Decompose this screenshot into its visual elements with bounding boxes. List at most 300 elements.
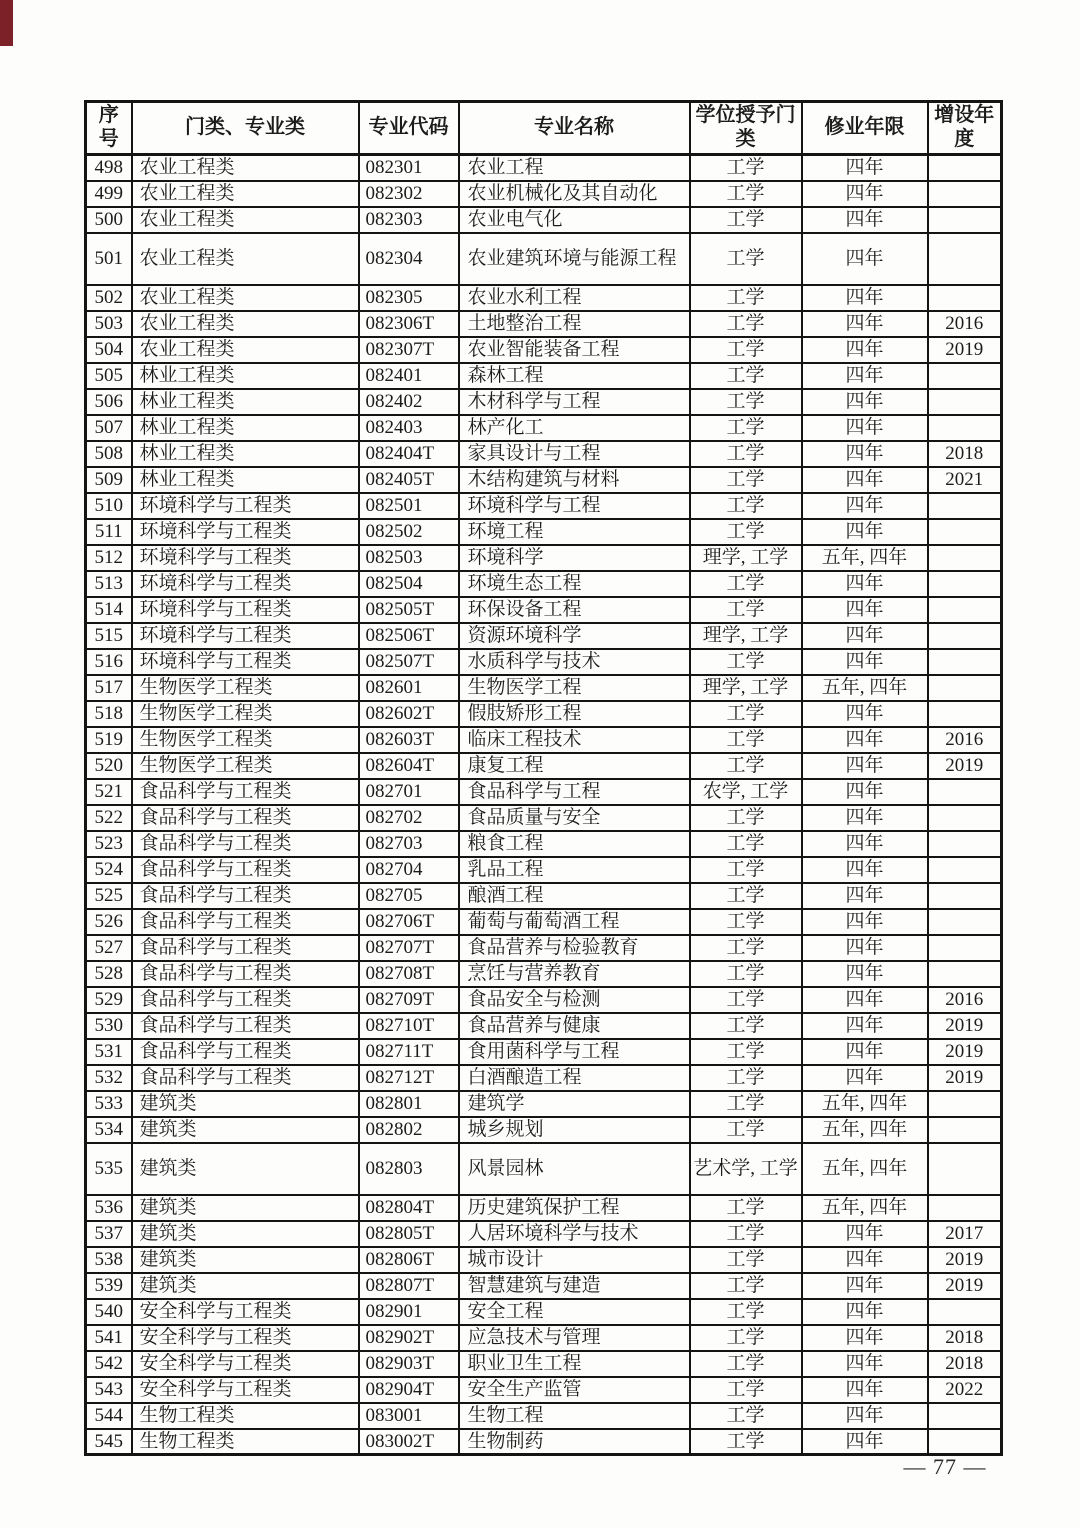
cell-serial: 506 [86,389,132,415]
cell-serial: 519 [86,727,132,753]
cell-category: 食品科学与工程类 [132,909,359,935]
cell-category: 建筑类 [132,1091,359,1117]
cell-serial: 532 [86,1065,132,1091]
table-row [86,337,1002,363]
cell-years: 四年 [802,1325,928,1351]
cell-serial: 537 [86,1221,132,1247]
cell-code: 082404T [359,441,459,467]
cell-category: 生物医学工程类 [132,701,359,727]
table-row [86,649,1002,675]
cell-serial: 542 [86,1351,132,1377]
table-row [86,441,1002,467]
cell-degree: 工学 [690,493,802,519]
cell-degree: 工学 [690,389,802,415]
cell-added [928,1091,1002,1117]
header-name: 专业名称 [459,102,690,155]
cell-added: 2019 [928,1065,1002,1091]
cell-serial: 535 [86,1143,132,1195]
cell-added: 2019 [928,1013,1002,1039]
cell-added: 2022 [928,1377,1002,1403]
cell-years: 四年 [802,155,928,181]
cell-added: 2019 [928,753,1002,779]
cell-serial: 536 [86,1195,132,1221]
table-row [86,571,1002,597]
cell-degree: 工学 [690,1247,802,1273]
cell-name: 水质科学与技术 [459,649,690,675]
page-number: — 77 — [903,1454,987,1479]
cell-serial: 501 [86,233,132,285]
cell-name: 生物医学工程 [459,675,690,701]
table-row [86,987,1002,1013]
cell-serial: 544 [86,1403,132,1429]
cell-name: 葡萄与葡萄酒工程 [459,909,690,935]
cell-code: 082710T [359,1013,459,1039]
cell-name: 食品安全与检测 [459,987,690,1013]
cell-years: 四年 [802,1013,928,1039]
cell-degree: 工学 [690,961,802,987]
cell-category: 食品科学与工程类 [132,1039,359,1065]
cell-degree: 工学 [690,727,802,753]
cell-added: 2019 [928,1039,1002,1065]
cell-category: 安全科学与工程类 [132,1325,359,1351]
cell-serial: 529 [86,987,132,1013]
cell-serial: 538 [86,1247,132,1273]
cell-category: 建筑类 [132,1273,359,1299]
table-row [86,1403,1002,1429]
cell-name: 职业卫生工程 [459,1351,690,1377]
table-row [86,181,1002,207]
cell-serial: 524 [86,857,132,883]
table-body [86,155,1002,1455]
table-row [86,701,1002,727]
cell-code: 082305 [359,285,459,311]
cell-years: 四年 [802,701,928,727]
cell-added [928,961,1002,987]
cell-years: 四年 [802,1351,928,1377]
cell-serial: 510 [86,493,132,519]
cell-years: 四年 [802,519,928,545]
cell-name: 农业电气化 [459,207,690,233]
table-row [86,1091,1002,1117]
cell-added [928,1195,1002,1221]
table-row [86,805,1002,831]
cell-name: 林产化工 [459,415,690,441]
cell-category: 农业工程类 [132,207,359,233]
cell-degree: 理学, 工学 [690,675,802,701]
cell-degree: 工学 [690,1195,802,1221]
table-row [86,597,1002,623]
cell-added [928,623,1002,649]
cell-years: 四年 [802,1429,928,1455]
cell-category: 安全科学与工程类 [132,1377,359,1403]
cell-serial: 539 [86,1273,132,1299]
cell-name: 生物工程 [459,1403,690,1429]
cell-serial: 533 [86,1091,132,1117]
cell-name: 假肢矫形工程 [459,701,690,727]
cell-code: 082702 [359,805,459,831]
cell-degree: 工学 [690,1377,802,1403]
cell-category: 建筑类 [132,1117,359,1143]
cell-category: 食品科学与工程类 [132,961,359,987]
cell-added [928,1299,1002,1325]
cell-category: 建筑类 [132,1143,359,1195]
cell-serial: 520 [86,753,132,779]
cell-years: 四年 [802,389,928,415]
table-row [86,1039,1002,1065]
table-row [86,1351,1002,1377]
cell-serial: 525 [86,883,132,909]
cell-added [928,701,1002,727]
cell-years: 五年, 四年 [802,545,928,571]
cell-name: 烹饪与营养教育 [459,961,690,987]
header-added: 增设年度 [928,102,1002,155]
cell-years: 四年 [802,805,928,831]
cell-name: 粮食工程 [459,831,690,857]
table-row [86,1377,1002,1403]
cell-name: 农业工程 [459,155,690,181]
cell-code: 082306T [359,311,459,337]
header-serial: 序号 [86,102,132,155]
cell-name: 土地整治工程 [459,311,690,337]
cell-category: 建筑类 [132,1221,359,1247]
cell-serial: 500 [86,207,132,233]
cell-years: 四年 [802,831,928,857]
cell-years: 五年, 四年 [802,675,928,701]
cell-years: 五年, 四年 [802,1143,928,1195]
cell-code: 082301 [359,155,459,181]
cell-added [928,1429,1002,1455]
cell-serial: 517 [86,675,132,701]
cell-years: 四年 [802,207,928,233]
cell-code: 082504 [359,571,459,597]
cell-degree: 工学 [690,1351,802,1377]
cell-category: 农业工程类 [132,181,359,207]
cell-added: 2018 [928,1351,1002,1377]
cell-added [928,857,1002,883]
cell-degree: 工学 [690,1429,802,1455]
table-row [86,935,1002,961]
cell-code: 082703 [359,831,459,857]
cell-added [928,675,1002,701]
cell-category: 环境科学与工程类 [132,493,359,519]
cell-name: 环境工程 [459,519,690,545]
table-row [86,1117,1002,1143]
cell-years: 四年 [802,961,928,987]
cell-category: 建筑类 [132,1195,359,1221]
table-row [86,1013,1002,1039]
cell-years: 四年 [802,987,928,1013]
cell-name: 环保设备工程 [459,597,690,623]
cell-degree: 工学 [690,1325,802,1351]
cell-added [928,831,1002,857]
cell-added [928,649,1002,675]
cell-category: 安全科学与工程类 [132,1299,359,1325]
cell-name: 食品科学与工程 [459,779,690,805]
cell-category: 建筑类 [132,1247,359,1273]
table-row [86,1065,1002,1091]
cell-category: 食品科学与工程类 [132,779,359,805]
cell-category: 农业工程类 [132,311,359,337]
table-row [86,831,1002,857]
cell-serial: 530 [86,1013,132,1039]
cell-serial: 523 [86,831,132,857]
cell-degree: 工学 [690,181,802,207]
cell-name: 白酒酿造工程 [459,1065,690,1091]
cell-category: 农业工程类 [132,155,359,181]
cell-years: 五年, 四年 [802,1091,928,1117]
cell-degree: 工学 [690,519,802,545]
cell-name: 农业水利工程 [459,285,690,311]
cell-code: 082712T [359,1065,459,1091]
cell-code: 082901 [359,1299,459,1325]
cell-years: 四年 [802,1221,928,1247]
cell-name: 环境科学与工程 [459,493,690,519]
cell-code: 082602T [359,701,459,727]
table-row [86,545,1002,571]
cell-serial: 512 [86,545,132,571]
cell-code: 082601 [359,675,459,701]
cell-serial: 541 [86,1325,132,1351]
cell-added: 2016 [928,727,1002,753]
cell-added [928,909,1002,935]
cell-added [928,545,1002,571]
cell-degree: 工学 [690,311,802,337]
cell-added: 2016 [928,987,1002,1013]
cell-degree: 工学 [690,233,802,285]
cell-name: 康复工程 [459,753,690,779]
cell-added [928,233,1002,285]
cell-code: 082904T [359,1377,459,1403]
cell-category: 环境科学与工程类 [132,519,359,545]
cell-serial: 504 [86,337,132,363]
cell-added [928,363,1002,389]
header-row [86,102,1002,155]
table-row [86,961,1002,987]
cell-category: 食品科学与工程类 [132,1013,359,1039]
cell-degree: 工学 [690,1403,802,1429]
cell-serial: 545 [86,1429,132,1455]
cell-degree: 工学 [690,909,802,935]
cell-degree: 工学 [690,207,802,233]
cell-code: 082304 [359,233,459,285]
cell-serial: 505 [86,363,132,389]
cell-added [928,493,1002,519]
cell-category: 农业工程类 [132,233,359,285]
cell-serial: 499 [86,181,132,207]
cell-category: 食品科学与工程类 [132,935,359,961]
cell-category: 食品科学与工程类 [132,1065,359,1091]
cell-name: 生物制药 [459,1429,690,1455]
cell-code: 082502 [359,519,459,545]
cell-added [928,155,1002,181]
table-row [86,285,1002,311]
cell-code: 082501 [359,493,459,519]
majors-table [84,100,1003,1456]
cell-degree: 工学 [690,1065,802,1091]
cell-code: 082603T [359,727,459,753]
cell-years: 四年 [802,1065,928,1091]
cell-category: 生物医学工程类 [132,727,359,753]
cell-degree: 工学 [690,597,802,623]
cell-years: 四年 [802,1299,928,1325]
cell-code: 082707T [359,935,459,961]
cell-years: 四年 [802,623,928,649]
cell-category: 农业工程类 [132,285,359,311]
header-code: 专业代码 [359,102,459,155]
table-row [86,1247,1002,1273]
cell-degree: 工学 [690,935,802,961]
table-row [86,519,1002,545]
cell-code: 082402 [359,389,459,415]
cell-code: 082711T [359,1039,459,1065]
cell-name: 城乡规划 [459,1117,690,1143]
cell-degree: 农学, 工学 [690,779,802,805]
cell-degree: 工学 [690,363,802,389]
cell-name: 家具设计与工程 [459,441,690,467]
cell-degree: 工学 [690,441,802,467]
cell-years: 四年 [802,1377,928,1403]
table-row [86,1221,1002,1247]
cell-degree: 工学 [690,831,802,857]
cell-serial: 527 [86,935,132,961]
cell-degree: 工学 [690,857,802,883]
cell-added [928,207,1002,233]
cell-years: 四年 [802,571,928,597]
cell-serial: 534 [86,1117,132,1143]
cell-years: 四年 [802,311,928,337]
cell-years: 四年 [802,727,928,753]
cell-serial: 511 [86,519,132,545]
cell-years: 四年 [802,883,928,909]
cell-added: 2016 [928,311,1002,337]
cell-name: 食品营养与检验教育 [459,935,690,961]
cell-code: 082709T [359,987,459,1013]
header-category: 门类、专业类 [132,102,359,155]
cell-name: 食用菌科学与工程 [459,1039,690,1065]
cell-degree: 工学 [690,1039,802,1065]
table-row [86,389,1002,415]
cell-name: 环境生态工程 [459,571,690,597]
cell-degree: 理学, 工学 [690,623,802,649]
cell-serial: 513 [86,571,132,597]
cell-code: 082307T [359,337,459,363]
cell-category: 食品科学与工程类 [132,883,359,909]
cell-name: 森林工程 [459,363,690,389]
cell-name: 环境科学 [459,545,690,571]
cell-degree: 工学 [690,649,802,675]
cell-added [928,181,1002,207]
cell-code: 082401 [359,363,459,389]
cell-degree: 工学 [690,571,802,597]
cell-added [928,597,1002,623]
cell-category: 环境科学与工程类 [132,597,359,623]
cell-name: 风景园林 [459,1143,690,1195]
cell-name: 人居环境科学与技术 [459,1221,690,1247]
table-row [86,1273,1002,1299]
cell-name: 乳品工程 [459,857,690,883]
cell-serial: 518 [86,701,132,727]
cell-code: 082405T [359,467,459,493]
cell-name: 酿酒工程 [459,883,690,909]
cell-degree: 工学 [690,285,802,311]
table-row [86,311,1002,337]
cell-years: 四年 [802,337,928,363]
cell-name: 城市设计 [459,1247,690,1273]
cell-code: 082505T [359,597,459,623]
cell-serial: 509 [86,467,132,493]
table-row [86,467,1002,493]
cell-category: 食品科学与工程类 [132,831,359,857]
cell-code: 082302 [359,181,459,207]
cell-serial: 507 [86,415,132,441]
cell-serial: 502 [86,285,132,311]
table-row [86,493,1002,519]
table-row [86,155,1002,181]
cell-name: 农业建筑环境与能源工程 [459,233,690,285]
cell-code: 083002T [359,1429,459,1455]
cell-name: 食品质量与安全 [459,805,690,831]
cell-years: 四年 [802,1039,928,1065]
cell-degree: 工学 [690,155,802,181]
cell-category: 环境科学与工程类 [132,545,359,571]
cell-code: 082403 [359,415,459,441]
cell-serial: 521 [86,779,132,805]
cell-category: 生物医学工程类 [132,675,359,701]
header-years: 修业年限 [802,102,928,155]
table-row [86,727,1002,753]
cell-code: 082708T [359,961,459,987]
cell-code: 082705 [359,883,459,909]
cell-code: 082506T [359,623,459,649]
cell-name: 安全生产监管 [459,1377,690,1403]
table-row [86,207,1002,233]
cell-added [928,415,1002,441]
cell-code: 083001 [359,1403,459,1429]
cell-years: 四年 [802,753,928,779]
table-row [86,1299,1002,1325]
cell-degree: 工学 [690,1299,802,1325]
cell-code: 082804T [359,1195,459,1221]
cell-added [928,285,1002,311]
cell-name: 应急技术与管理 [459,1325,690,1351]
cell-degree: 工学 [690,883,802,909]
cell-added: 2019 [928,337,1002,363]
scan-corner-mark [0,0,13,46]
cell-years: 四年 [802,649,928,675]
table-row [86,233,1002,285]
cell-added [928,935,1002,961]
cell-degree: 工学 [690,701,802,727]
cell-years: 四年 [802,1273,928,1299]
cell-code: 082902T [359,1325,459,1351]
cell-added [928,779,1002,805]
cell-category: 环境科学与工程类 [132,649,359,675]
cell-years: 四年 [802,1247,928,1273]
cell-code: 082503 [359,545,459,571]
cell-serial: 543 [86,1377,132,1403]
cell-serial: 522 [86,805,132,831]
cell-code: 082903T [359,1351,459,1377]
cell-years: 四年 [802,935,928,961]
table-header [86,102,1002,155]
cell-name: 食品营养与健康 [459,1013,690,1039]
table-row [86,883,1002,909]
cell-name: 临床工程技术 [459,727,690,753]
cell-degree: 理学, 工学 [690,545,802,571]
cell-years: 四年 [802,233,928,285]
cell-degree: 艺术学, 工学 [690,1143,802,1195]
cell-added: 2017 [928,1221,1002,1247]
